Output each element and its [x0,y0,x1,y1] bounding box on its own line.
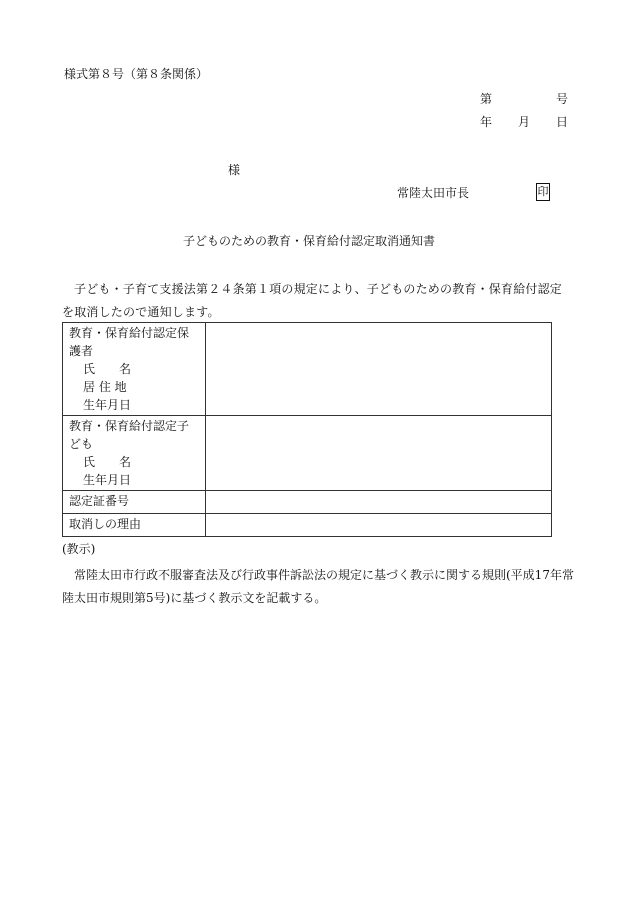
cert-number-value-cell [206,491,552,514]
info-table [62,322,552,537]
child-heading: 教育・保育給付認定子ども [69,419,190,451]
body-text: 子ども・子育て支援法第２４条第１項の規定により、子どものための教育・保育給付認定を取消したので通知します。 [62,282,563,319]
document-number-suffix: 号 [556,92,569,106]
date-year-label: 年 [480,115,493,129]
notice-text: 常陸太田市行政不服審査法及び行政事件訴訟法の規定に基づく教示に関する規則(平成17年常陸太田市規則第5号)に基づく教示文を記載する。 [62,568,574,605]
table-row-guardian [63,323,552,416]
table-row-child [63,416,552,491]
reason-label: 取消しの理由 [63,514,206,537]
document-number-prefix: 第 [480,92,493,106]
child-birth-label: 生年月日 [83,473,132,487]
guardian-value-cell [206,323,552,416]
date-month-label: 月 [518,115,531,129]
child-name-label: 氏 名 [83,455,132,469]
guardian-heading: 教育・保育給付認定保護者 [69,326,190,358]
guardian-birth-label: 生年月日 [83,398,132,412]
form-number: 様式第８号（第８条関係） [64,67,209,81]
addressee-honorific: 様 [228,163,241,177]
child-label-cell [63,416,206,491]
seal-stamp: 印 [536,183,550,201]
table-row-cert-number [63,491,552,514]
guardian-label-cell [63,323,206,416]
issuer-name: 常陸太田市長 [397,186,470,200]
cert-number-label: 認定証番号 [63,491,206,514]
notice-heading: (教示) [62,542,96,556]
child-value-cell [206,416,552,491]
table-row-reason [63,514,552,537]
reason-value-cell [206,514,552,537]
document-title: 子どものための教育・保育給付認定取消通知書 [183,234,436,248]
date-day-label: 日 [556,115,569,129]
guardian-name-label: 氏 名 [83,362,132,376]
guardian-address-label: 居 住 地 [83,380,127,394]
